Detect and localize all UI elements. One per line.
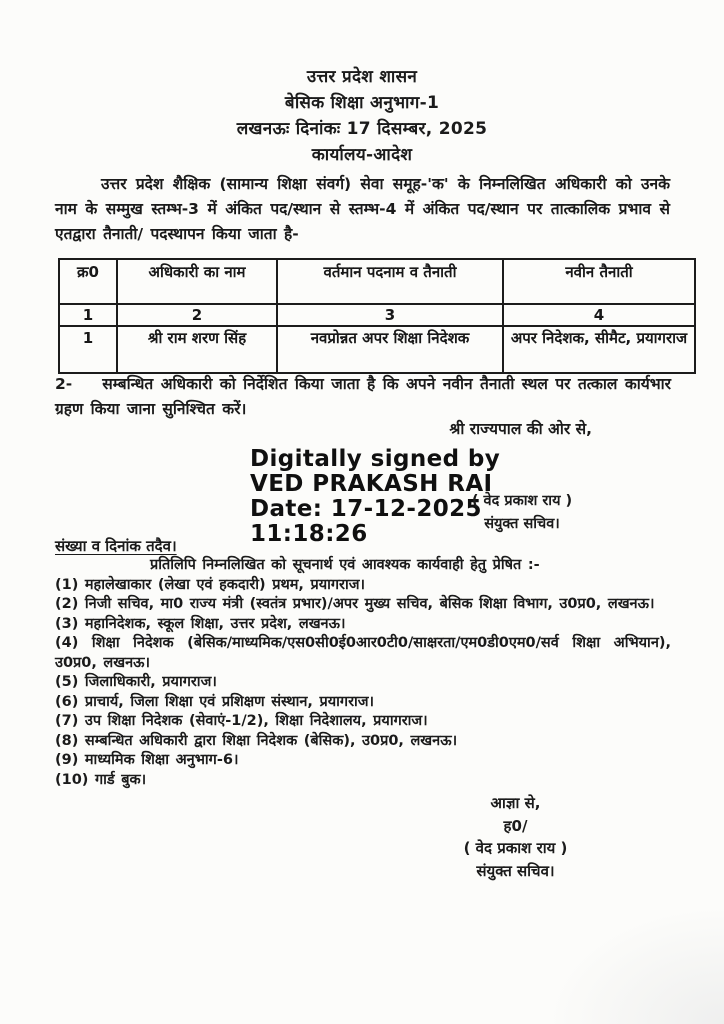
copy-list-item-6: (6) प्राचार्य, जिला शिक्षा एवं प्रशिक्षण संस्थान, प्रयागराज।	[55, 693, 375, 710]
directive-paragraph	[55, 372, 671, 422]
copy-distribution-section	[55, 556, 671, 790]
closing-signatory-designation: संयुक्त सचिव।	[476, 861, 555, 880]
signatory-name: ( वेद प्रकाश राय )	[471, 493, 573, 509]
digital-signature-date: Date: 17-12-2025	[250, 496, 482, 522]
copy-list-item-1: (1) महालेखाकार (लेखा एवं हकदारी) प्रथम, प्रयागराज।	[55, 576, 365, 593]
table-column-number-row	[59, 304, 695, 326]
digital-signature-time: 11:18:26	[250, 521, 368, 547]
table-header-current-post: वर्तमान पदनाम व तैनाती	[277, 259, 503, 304]
signatory-designation: संयुक्त सचिव।	[484, 516, 560, 532]
cell-current-post: नवप्रोन्नत अपर शिक्षा निदेशक	[277, 326, 503, 373]
column-number-3: 3	[277, 304, 503, 326]
order-title: कार्यालय-आदेश	[311, 145, 413, 165]
digital-signature-line1: Digitally signed by	[250, 446, 501, 472]
order-body-paragraph: उत्तर प्रदेश शैक्षिक (सामान्य शिक्षा संवर्ग) सेवा समूह-'क' के निम्नलिखित अधिकारी को उनके नाम के सम्मुख स्तम्भ-3 में अंकित पद/स्थान से स्तम्भ-4 में अंकित पद/स्थान पर तात्कालिक प्रभाव से एतद्वारा तैनाती/ पदस्थापन किया जाता है-	[55, 175, 670, 243]
table-header-new-posting: नवीन तैनाती	[503, 259, 695, 304]
copy-list-item-8: (8) सम्बन्धित अधिकारी द्वारा शिक्षा निदेशक (बेसिक), उ0प्र0, लखनऊ।	[55, 732, 458, 749]
closing-signature-block	[438, 792, 593, 882]
table-header-serial: क्र0	[59, 259, 117, 304]
department-section-name: बेसिक शिक्षा अनुभाग-1	[284, 93, 440, 113]
place-date-line: लखनऊः दिनांकः 17 दिसम्बर, 2025	[236, 119, 488, 139]
copy-list-item-9: (9) माध्यमिक शिक्षा अनुभाग-6।	[55, 752, 239, 768]
copy-list-item-7: (7) उप शिक्षा निदेशक (सेवाएं-1/2), शिक्षा निदेशालय, प्रयागराज।	[55, 713, 428, 729]
table-header-officer: अधिकारी का नाम	[117, 259, 277, 304]
copy-list-item-4: (4) शिक्षा निदेशक (बेसिक/माध्यमिक/एस0सी0ई0आर0टी0/साक्षरता/एम0डी0एम0/सर्व शिक्षा अभियान), उ0प्र0, लखनऊ।	[55, 635, 671, 671]
copy-list-item-2: (2) निजी सचिव, मा0 राज्य मंत्री (स्वतंत्र प्रभार)/अपर मुख्य सचिव, बेसिक शिक्षा विभाग, उ0प्र0, लखनऊ।	[55, 596, 655, 612]
document-header	[0, 64, 724, 168]
directive-paragraph-number: 2-	[55, 375, 73, 393]
closing-signatory-name: ( वेद प्रकाश राय )	[463, 839, 568, 857]
copy-list-item-5: (5) जिलाधिकारी, प्रयागराज।	[55, 674, 217, 690]
signed-abbreviation: ह0/	[503, 816, 528, 835]
copy-intro-line: प्रतिलिपि निम्नलिखित को सूचनार्थ एवं आवश्यक कार्यवाही हेतु प्रेषित :-	[150, 557, 540, 573]
directive-paragraph-text: सम्बन्धित अधिकारी को निर्देशित किया जाता है कि अपने नवीन तैनाती स्थल पर तत्काल कार्यभार ग्रहण किया जाना सुनिश्चित करें।	[55, 375, 671, 418]
signatory-block	[452, 490, 592, 536]
digital-signature-name: VED PRAKASH RAI	[250, 471, 493, 497]
cell-new-posting: अपर निदेशक, सीमैट, प्रयागराज	[503, 326, 695, 373]
table-row	[59, 326, 695, 373]
copy-list-item-3: (3) महानिदेशक, स्कूल शिक्षा, उत्तर प्रदेश, लखनऊ।	[55, 615, 346, 632]
cell-officer-name: श्री राम शरण सिंह	[117, 326, 277, 373]
column-number-1: 1	[59, 304, 117, 326]
by-order-line: आज्ञा से,	[490, 794, 541, 812]
table-header-row	[59, 259, 695, 304]
column-number-4: 4	[503, 304, 695, 326]
government-name: उत्तर प्रदेश शासन	[306, 67, 418, 87]
posting-table	[58, 258, 696, 374]
on-behalf-of-governor-line: श्री राज्यपाल की ओर से,	[449, 420, 592, 438]
reference-number-date-line: संख्या व दिनांक तदैव।	[55, 537, 177, 555]
cell-serial-number: 1	[59, 326, 117, 373]
copy-list-item-10: (10) गार्ड बुक।	[55, 771, 147, 788]
column-number-2: 2	[117, 304, 277, 326]
